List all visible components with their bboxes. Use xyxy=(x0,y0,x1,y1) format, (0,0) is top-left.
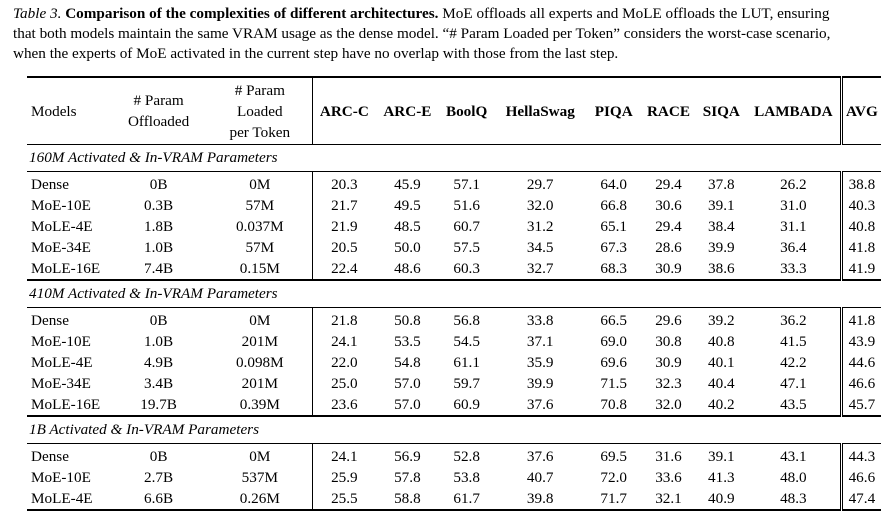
cell-siqa: 41.3 xyxy=(708,469,735,486)
cell-arc-c: 21.7 xyxy=(331,197,358,214)
cell-boolq: 53.8 xyxy=(453,469,480,486)
cell-arc-e: 56.9 xyxy=(394,448,421,465)
cell-avg: 41.8 xyxy=(841,237,881,258)
cell-param-loaded: 537M xyxy=(208,467,313,488)
cell-hellaswag: 29.7 xyxy=(526,176,554,193)
cell-avg: 38.8 xyxy=(841,172,881,196)
cell-param-loaded: 0M xyxy=(208,172,313,196)
cell-race: 29.6 xyxy=(655,312,682,329)
cell-arc-c: 25.9 xyxy=(331,469,358,486)
cell-param-offloaded: 0B xyxy=(149,448,168,465)
cell-siqa: 40.8 xyxy=(708,333,735,350)
cell-boolq: 54.5 xyxy=(453,333,480,350)
table-row xyxy=(27,216,881,237)
header-arc-c: ARC-C xyxy=(319,102,369,120)
table-body xyxy=(27,145,881,511)
cell-piqa: 65.1 xyxy=(600,218,627,235)
cell-siqa: 39.1 xyxy=(708,448,735,465)
cell-model: MoE-10E xyxy=(31,469,91,486)
cell-arc-e: 54.8 xyxy=(394,354,421,371)
cell-param-offloaded: 6.6B xyxy=(144,490,174,507)
cell-arc-c: 20.3 xyxy=(331,176,358,193)
cell-arc-e: 57.8 xyxy=(394,469,421,486)
cell-model: MoLE-4E xyxy=(31,354,93,371)
cell-race: 28.6 xyxy=(655,239,682,256)
cell-avg: 40.3 xyxy=(841,195,881,216)
cell-siqa: 39.1 xyxy=(708,197,735,214)
cell-boolq: 51.6 xyxy=(453,197,480,214)
table-row xyxy=(27,394,881,416)
cell-boolq: 60.9 xyxy=(453,396,480,413)
header-race: RACE xyxy=(646,102,690,120)
cell-hellaswag: 39.9 xyxy=(526,375,554,392)
cell-lambada: 43.5 xyxy=(780,396,807,413)
cell-arc-c: 22.4 xyxy=(331,260,358,277)
cell-avg: 45.7 xyxy=(841,394,881,416)
cell-param-offloaded: 2.7B xyxy=(144,469,174,486)
table-row xyxy=(27,373,881,394)
cell-siqa: 38.4 xyxy=(708,218,735,235)
cell-hellaswag: 37.6 xyxy=(526,396,554,413)
section-header-row xyxy=(27,145,881,172)
cell-param-offloaded: 19.7B xyxy=(140,396,177,413)
section-title: 1B Activated & In-VRAM Parameters xyxy=(27,416,881,444)
cell-param-loaded: 57M xyxy=(208,237,313,258)
cell-siqa: 40.9 xyxy=(708,490,735,507)
cell-arc-c: 25.5 xyxy=(331,490,358,507)
table-row xyxy=(27,237,881,258)
cell-arc-c: 21.8 xyxy=(331,312,358,329)
cell-model: Dense xyxy=(31,448,69,465)
cell-boolq: 57.5 xyxy=(453,239,480,256)
cell-piqa: 66.8 xyxy=(600,197,627,214)
cell-model: Dense xyxy=(31,312,69,329)
cell-avg: 41.9 xyxy=(841,258,881,280)
cell-model: MoE-34E xyxy=(31,239,91,256)
caption-label: Table 3. xyxy=(13,5,62,22)
cell-arc-e: 57.0 xyxy=(394,396,421,413)
cell-model: MoE-34E xyxy=(31,375,91,392)
caption-line-3: when the experts of MoE activated in the current step have no overlap with those from the last step. xyxy=(13,45,619,62)
cell-piqa: 72.0 xyxy=(600,469,627,486)
cell-param-loaded: 0M xyxy=(208,444,313,468)
header-row xyxy=(27,77,881,145)
table-row xyxy=(27,258,881,280)
cell-lambada: 31.1 xyxy=(780,218,807,235)
cell-piqa: 71.7 xyxy=(600,490,627,507)
cell-piqa: 71.5 xyxy=(600,375,627,392)
header-avg: AVG xyxy=(841,77,881,145)
cell-lambada: 48.3 xyxy=(780,490,807,507)
cell-siqa: 40.1 xyxy=(708,354,735,371)
cell-race: 32.0 xyxy=(655,396,682,413)
cell-model: MoLE-4E xyxy=(31,490,93,507)
cell-param-offloaded: 1.0B xyxy=(144,333,174,350)
cell-avg: 40.8 xyxy=(841,216,881,237)
caption-line-1 xyxy=(13,4,879,24)
header-hellaswag: HellaSwag xyxy=(505,102,575,120)
table-row xyxy=(27,308,881,332)
cell-lambada: 47.1 xyxy=(780,375,807,392)
cell-lambada: 33.3 xyxy=(780,260,807,277)
cell-piqa: 69.0 xyxy=(600,333,627,350)
cell-boolq: 61.1 xyxy=(453,354,480,371)
cell-race: 32.3 xyxy=(655,375,682,392)
cell-model: Dense xyxy=(31,176,69,193)
cell-hellaswag: 31.2 xyxy=(526,218,554,235)
cell-piqa: 64.0 xyxy=(600,176,627,193)
cell-race: 32.1 xyxy=(655,490,682,507)
cell-param-loaded: 0.098M xyxy=(208,352,313,373)
cell-arc-c: 20.5 xyxy=(331,239,358,256)
cell-param-offloaded: 1.8B xyxy=(144,218,174,235)
cell-race: 30.9 xyxy=(655,260,682,277)
cell-arc-c: 21.9 xyxy=(331,218,358,235)
cell-param-offloaded: 0.3B xyxy=(144,197,174,214)
cell-avg: 43.9 xyxy=(841,331,881,352)
cell-arc-e: 53.5 xyxy=(394,333,421,350)
cell-lambada: 26.2 xyxy=(780,176,807,193)
cell-lambada: 31.0 xyxy=(780,197,807,214)
cell-lambada: 42.2 xyxy=(780,354,807,371)
cell-siqa: 37.8 xyxy=(708,176,735,193)
cell-piqa: 67.3 xyxy=(600,239,627,256)
cell-boolq: 59.7 xyxy=(453,375,480,392)
header-piqa: PIQA xyxy=(594,102,633,120)
cell-param-offloaded: 0B xyxy=(149,176,168,193)
cell-siqa: 40.4 xyxy=(708,375,735,392)
cell-param-loaded: 201M xyxy=(208,331,313,352)
cell-arc-e: 48.5 xyxy=(394,218,421,235)
section-title: 410M Activated & In-VRAM Parameters xyxy=(27,280,881,308)
cell-param-loaded: 0M xyxy=(208,308,313,332)
cell-boolq: 61.7 xyxy=(453,490,480,507)
cell-siqa: 40.2 xyxy=(708,396,735,413)
cell-arc-e: 45.9 xyxy=(394,176,421,193)
cell-avg: 46.6 xyxy=(841,467,881,488)
cell-arc-c: 24.1 xyxy=(331,333,358,350)
cell-arc-e: 50.8 xyxy=(394,312,421,329)
cell-hellaswag: 40.7 xyxy=(526,469,554,486)
cell-hellaswag: 32.0 xyxy=(526,197,554,214)
cell-lambada: 43.1 xyxy=(780,448,807,465)
cell-avg: 44.3 xyxy=(841,444,881,468)
cell-race: 31.6 xyxy=(655,448,682,465)
table-row xyxy=(27,331,881,352)
cell-avg: 47.4 xyxy=(841,488,881,510)
cell-hellaswag: 34.5 xyxy=(526,239,554,256)
cell-arc-e: 58.8 xyxy=(394,490,421,507)
table-row xyxy=(27,467,881,488)
cell-avg: 41.8 xyxy=(841,308,881,332)
cell-race: 33.6 xyxy=(655,469,682,486)
section-title: 160M Activated & In-VRAM Parameters xyxy=(27,145,881,172)
table-row xyxy=(27,172,881,196)
cell-avg: 44.6 xyxy=(841,352,881,373)
comparison-table xyxy=(27,76,881,511)
cell-boolq: 60.7 xyxy=(453,218,480,235)
cell-arc-c: 25.0 xyxy=(331,375,358,392)
cell-lambada: 41.5 xyxy=(780,333,807,350)
cell-arc-e: 49.5 xyxy=(394,197,421,214)
cell-piqa: 68.3 xyxy=(600,260,627,277)
cell-arc-c: 24.1 xyxy=(331,448,358,465)
cell-race: 30.9 xyxy=(655,354,682,371)
cell-siqa: 39.2 xyxy=(708,312,735,329)
cell-avg: 46.6 xyxy=(841,373,881,394)
cell-param-offloaded: 4.9B xyxy=(144,354,174,371)
cell-siqa: 38.6 xyxy=(708,260,735,277)
cell-piqa: 69.6 xyxy=(600,354,627,371)
cell-model: MoLE-16E xyxy=(31,260,101,277)
cell-param-offloaded: 7.4B xyxy=(144,260,174,277)
cell-hellaswag: 33.8 xyxy=(526,312,554,329)
cell-lambada: 36.4 xyxy=(780,239,807,256)
cell-arc-e: 48.6 xyxy=(394,260,421,277)
cell-arc-e: 57.0 xyxy=(394,375,421,392)
section-header-row xyxy=(27,280,881,308)
cell-race: 30.8 xyxy=(655,333,682,350)
cell-model: MoE-10E xyxy=(31,333,91,350)
cell-model: MoLE-16E xyxy=(31,396,101,413)
cell-param-loaded: 0.39M xyxy=(208,394,313,416)
cell-boolq: 52.8 xyxy=(453,448,480,465)
table-row xyxy=(27,488,881,510)
header-boolq: BoolQ xyxy=(445,102,488,120)
cell-model: MoE-10E xyxy=(31,197,91,214)
cell-hellaswag: 32.7 xyxy=(526,260,554,277)
cell-race: 30.6 xyxy=(655,197,682,214)
table-caption xyxy=(13,4,879,64)
cell-boolq: 56.8 xyxy=(453,312,480,329)
header-arc-e: ARC-E xyxy=(383,102,432,120)
table-row xyxy=(27,352,881,373)
caption-title: Comparison of the complexities of different architectures. xyxy=(65,5,439,22)
cell-lambada: 48.0 xyxy=(780,469,807,486)
cell-param-loaded: 57M xyxy=(208,195,313,216)
cell-param-loaded: 201M xyxy=(208,373,313,394)
cell-piqa: 66.5 xyxy=(600,312,627,329)
header-lambada: LAMBADA xyxy=(754,102,833,120)
header-siqa: SIQA xyxy=(702,102,740,120)
cell-race: 29.4 xyxy=(655,218,682,235)
cell-param-offloaded: 0B xyxy=(149,312,168,329)
cell-hellaswag: 39.8 xyxy=(526,490,554,507)
cell-race: 29.4 xyxy=(655,176,682,193)
cell-arc-e: 50.0 xyxy=(394,239,421,256)
header-param-offloaded: # Param Offloaded xyxy=(127,92,190,130)
cell-arc-c: 22.0 xyxy=(331,354,358,371)
table-row xyxy=(27,195,881,216)
cell-hellaswag: 37.1 xyxy=(526,333,554,350)
cell-param-offloaded: 1.0B xyxy=(144,239,174,256)
cell-model: MoLE-4E xyxy=(31,218,93,235)
cell-siqa: 39.9 xyxy=(708,239,735,256)
cell-arc-c: 23.6 xyxy=(331,396,358,413)
table-row xyxy=(27,444,881,468)
header-param-loaded-per-token: # Param Loaded per Token xyxy=(208,77,313,145)
caption-line-2: that both models maintain the same VRAM usage as the dense model. “# Param Loaded per Token” considers the worst-case scenario, xyxy=(13,25,831,42)
cell-param-loaded: 0.26M xyxy=(208,488,313,510)
caption-text: MoE offloads all experts and MoLE offloads the LUT, ensuring xyxy=(442,5,830,22)
cell-piqa: 69.5 xyxy=(600,448,627,465)
cell-lambada: 36.2 xyxy=(780,312,807,329)
cell-boolq: 60.3 xyxy=(453,260,480,277)
cell-boolq: 57.1 xyxy=(453,176,480,193)
cell-piqa: 70.8 xyxy=(600,396,627,413)
cell-param-offloaded: 3.4B xyxy=(144,375,174,392)
header-models: Models xyxy=(31,102,77,120)
section-header-row xyxy=(27,416,881,444)
cell-hellaswag: 37.6 xyxy=(526,448,554,465)
cell-param-loaded: 0.15M xyxy=(208,258,313,280)
cell-hellaswag: 35.9 xyxy=(526,354,554,371)
cell-param-loaded: 0.037M xyxy=(208,216,313,237)
